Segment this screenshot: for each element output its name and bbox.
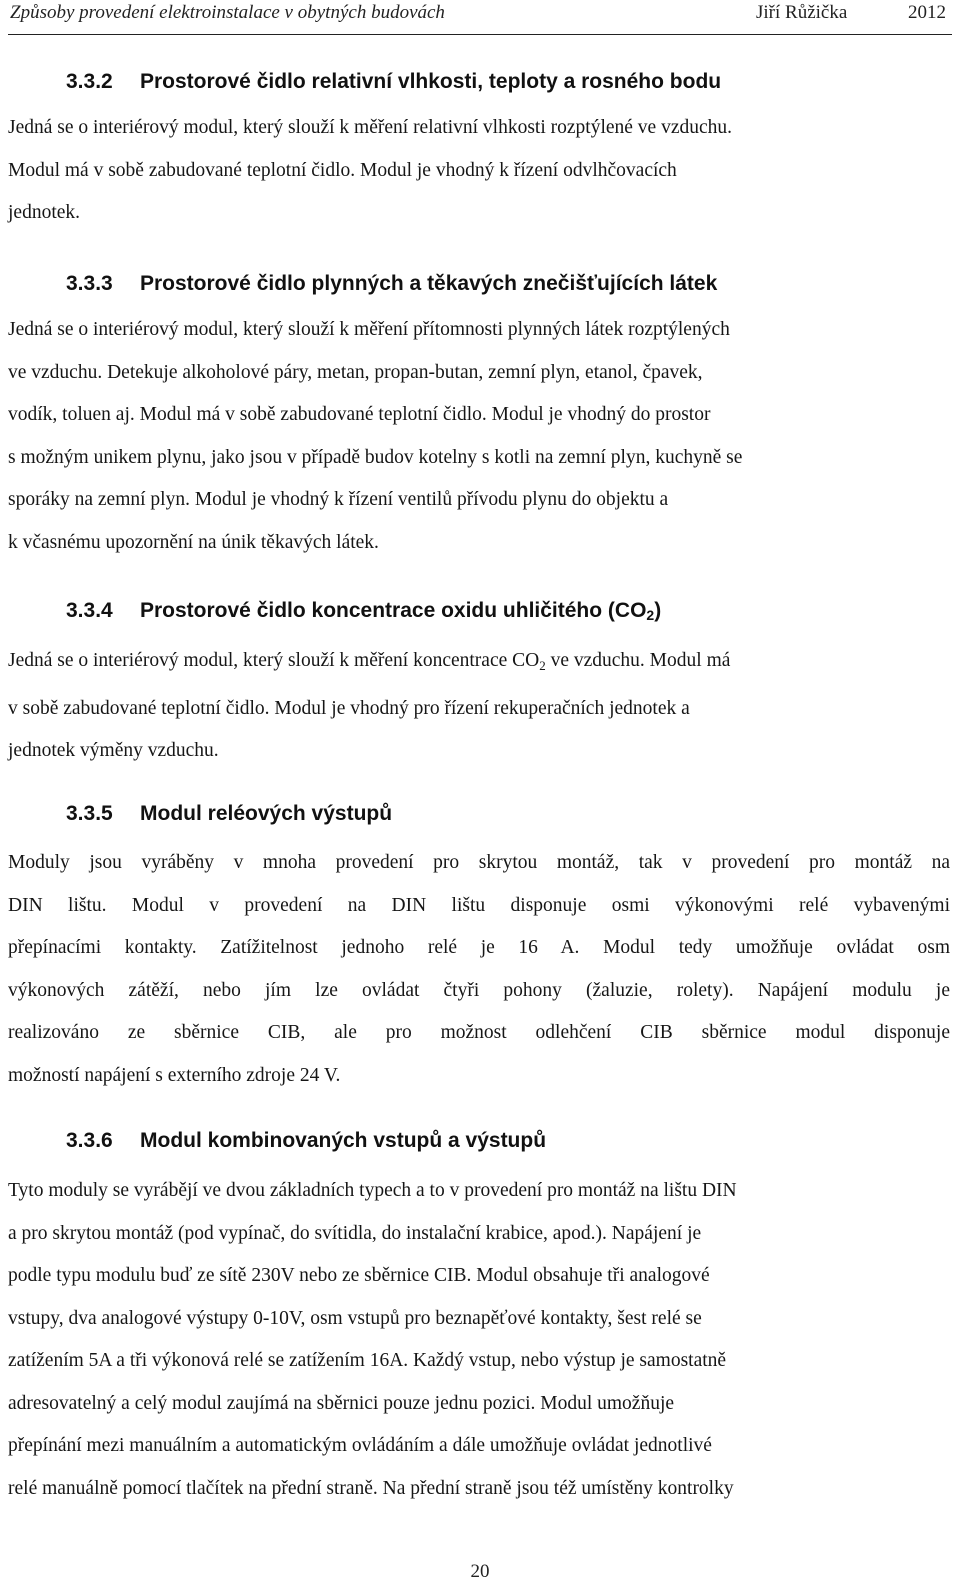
paragraph-line: sporáky na zemní plyn. Modul je vhodný k řízení ventilů přívodu plynu do objektu a: [8, 489, 669, 510]
section-number: 3.3.2: [66, 70, 113, 93]
section-paragraph-3-3-3: [8, 309, 950, 564]
page-header: [8, 0, 952, 35]
paragraph-line: realizováno ze sběrnice CIB, ale pro možnost odlehčení CIB sběrnice modul disponuje: [8, 1022, 950, 1043]
paragraph-line: Jedná se o interiérový modul, který slouží k měření přítomnosti plynných látek rozptýlených: [8, 319, 730, 340]
paragraph-line: v sobě zabudované teplotní čidlo. Modul je vhodný pro řízení rekuperačních jednotek a: [8, 697, 690, 719]
subscript: 2: [539, 658, 546, 673]
section-heading-3-3-6: [66, 1129, 546, 1153]
paragraph-line: k včasnému upozornění na únik těkavých látek.: [8, 531, 379, 553]
paragraph-line: výkonových zátěží, nebo jím lze ovládat čtyři pohony (žaluzie, rolety). Napájení modulu je: [8, 979, 950, 1001]
paragraph-line: adresovatelný a celý modul zaujímá na sběrnici pouze jednu pozici. Modul umožňuje: [8, 1392, 675, 1414]
paragraph-line: zatížením 5A a tři výkonová relé se zatížením 16A. Každý vstup, nebo výstup je samostatně: [8, 1350, 727, 1371]
paragraph-line: [8, 640, 950, 688]
section-number: 3.3.6: [66, 1129, 113, 1152]
section-number: 3.3.5: [66, 802, 113, 825]
paragraph-line: přepínání mezi manuálním a automatickým ovládáním a dále umožňuje ovládat jednotlivé: [8, 1435, 712, 1456]
section-paragraph-3-3-6: [8, 1170, 950, 1510]
paragraph-line: přepínacími kontakty. Zatížitelnost jednoho relé je 16 A. Modul tedy umožňuje ovládat osm: [8, 937, 950, 958]
section-heading-3-3-5: [66, 802, 392, 826]
paragraph-line: jednotek.: [8, 202, 81, 223]
author-name: Jiří Růžička: [756, 2, 848, 23]
section-heading-3-3-4: [66, 599, 661, 623]
publication-year: 2012: [908, 2, 946, 23]
text-run: ve vzduchu. Modul má: [545, 650, 731, 671]
section-heading-3-3-2: [66, 70, 721, 94]
document-title: Způsoby provedení elektroinstalace v obytných budovách: [10, 2, 445, 23]
section-number: 3.3.4: [66, 599, 113, 622]
section-title: Prostorové čidlo relativní vlhkosti, teploty a rosného bodu: [140, 70, 722, 93]
section-title-end: ): [654, 599, 662, 622]
paragraph-line: jednotek výměny vzduchu.: [8, 740, 219, 761]
paragraph-line: vodík, toluen aj. Modul má v sobě zabudované teplotní čidlo. Modul je vhodný do prostor: [8, 404, 711, 425]
paragraph-line: DIN lištu. Modul v provedení na DIN lištu disponuje osmi výkonovými relé vybavenými: [8, 894, 950, 916]
paragraph-line: Modul má v sobě zabudované teplotní čidlo. Modul je vhodný k řízení odvlhčovacích: [8, 159, 677, 181]
section-paragraph-3-3-4: [8, 640, 950, 773]
paragraph-line: Moduly jsou vyráběny v mnoha provedení pro skrytou montáž, tak v provedení pro montáž na: [8, 852, 950, 873]
section-number: 3.3.3: [66, 272, 113, 295]
paragraph-line: a pro skrytou montáž (pod vypínač, do svítidla, do instalační krabice, apod.). Napájení je: [8, 1222, 702, 1244]
section-title: Prostorové čidlo koncentrace oxidu uhličitého (CO: [140, 599, 647, 622]
paragraph-line: Tyto moduly se vyrábějí ve dvou základních typech a to v provedení pro montáž na lištu DIN: [8, 1180, 737, 1201]
paragraph-line: Jedná se o interiérový modul, který slouží k měření relativní vlhkosti rozptýlené ve vzduchu.: [8, 117, 733, 138]
section-title: Prostorové čidlo plynných a těkavých znečišťujících látek: [140, 272, 718, 295]
subscript: 2: [646, 607, 655, 623]
section-title: Modul kombinovaných vstupů a výstupů: [140, 1129, 547, 1152]
paragraph-line: ve vzduchu. Detekuje alkoholové páry, metan, propan-butan, zemní plyn, etanol, čpavek,: [8, 361, 703, 383]
paragraph-line: s možným unikem plynu, jako jsou v případě budov kotelny s kotli na zemní plyn, kuchyně se: [8, 446, 743, 468]
section-paragraph-3-3-2: [8, 107, 950, 235]
section-paragraph-3-3-5: [8, 842, 950, 1097]
section-title: Modul reléových výstupů: [140, 802, 393, 825]
paragraph-line: relé manuálně pomocí tlačítek na přední straně. Na přední straně jsou též umístěny kontrolky: [8, 1477, 734, 1499]
section-heading-3-3-3: [66, 272, 717, 296]
paragraph-line: možností napájení s externího zdroje 24 V.: [8, 1064, 341, 1086]
paragraph-line: vstupy, dva analogové výstupy 0-10V, osm vstupů pro beznapěťové kontakty, šest relé se: [8, 1307, 702, 1329]
text-run: Jedná se o interiérový modul, který slouží k měření koncentrace CO: [8, 650, 540, 671]
paragraph-line: podle typu modulu buď ze sítě 230V nebo ze sběrnice CIB. Modul obsahuje tři analogové: [8, 1265, 710, 1286]
page-number: 20: [470, 1561, 490, 1582]
